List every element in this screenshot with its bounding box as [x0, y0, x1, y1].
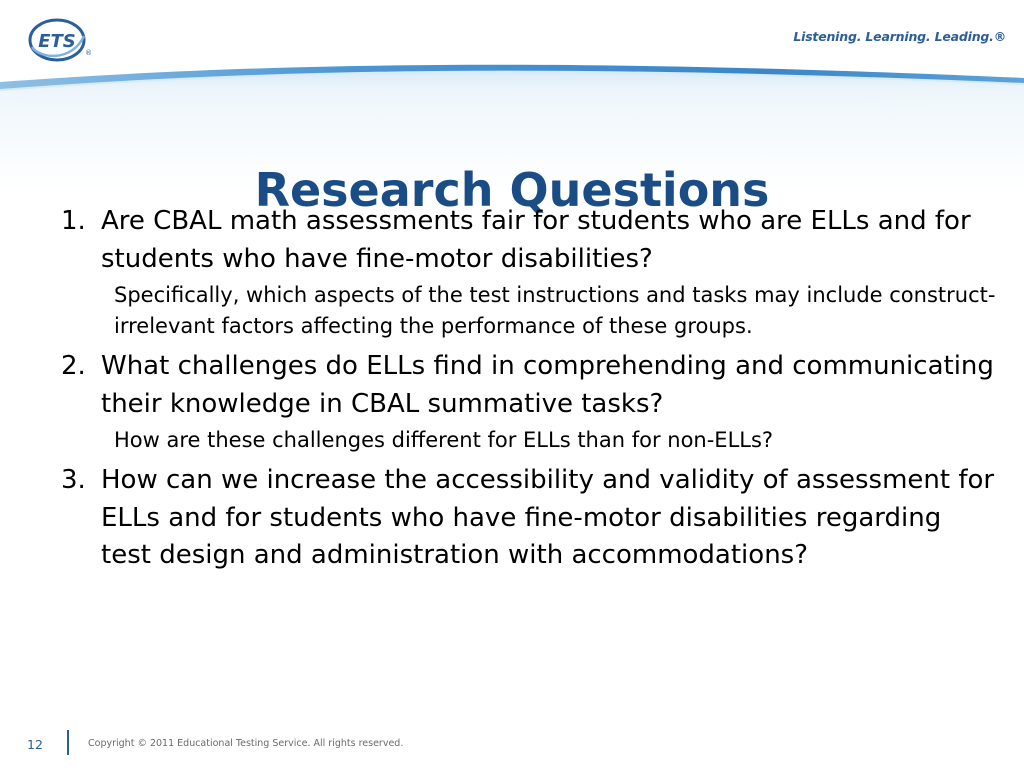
slide-title: Research Questions — [254, 162, 770, 217]
question-subtext: Specifically, which aspects of the test instructions and tasks may include construct-irrelevant factors affecting the performance of these groups. — [114, 283, 996, 338]
question-list — [58, 203, 998, 575]
slide-footer — [0, 728, 1024, 768]
question-number: 1. — [61, 206, 86, 236]
svg-text:®: ® — [85, 49, 92, 57]
question-number: 2. — [61, 351, 86, 381]
question-text: How can we increase the accessibility and validity of assessment for ELLs and for students who have fine-motor disabilities regarding test design and administration with accommodations? — [101, 465, 995, 570]
ets-logo — [26, 16, 92, 66]
tagline: Listening. Learning. Leading.® — [793, 29, 1006, 44]
question-number: 3. — [61, 465, 86, 495]
footer-divider — [67, 730, 69, 755]
svg-text:ETS: ETS — [38, 31, 76, 52]
copyright-notice: Copyright © 2011 Educational Testing Service. All rights reserved. — [88, 738, 404, 749]
question-item — [58, 348, 998, 456]
question-item — [58, 462, 998, 575]
page-number: 12 — [27, 737, 43, 752]
question-item — [58, 203, 998, 342]
question-subtext: How are these challenges different for ELLs than for non-ELLs? — [114, 428, 774, 452]
question-text: Are CBAL math assessments fair for students who are ELLs and for students who have fine-motor disabilities? — [101, 206, 971, 274]
question-text: What challenges do ELLs find in comprehending and communicating their knowledge in CBAL summative tasks? — [101, 351, 994, 419]
